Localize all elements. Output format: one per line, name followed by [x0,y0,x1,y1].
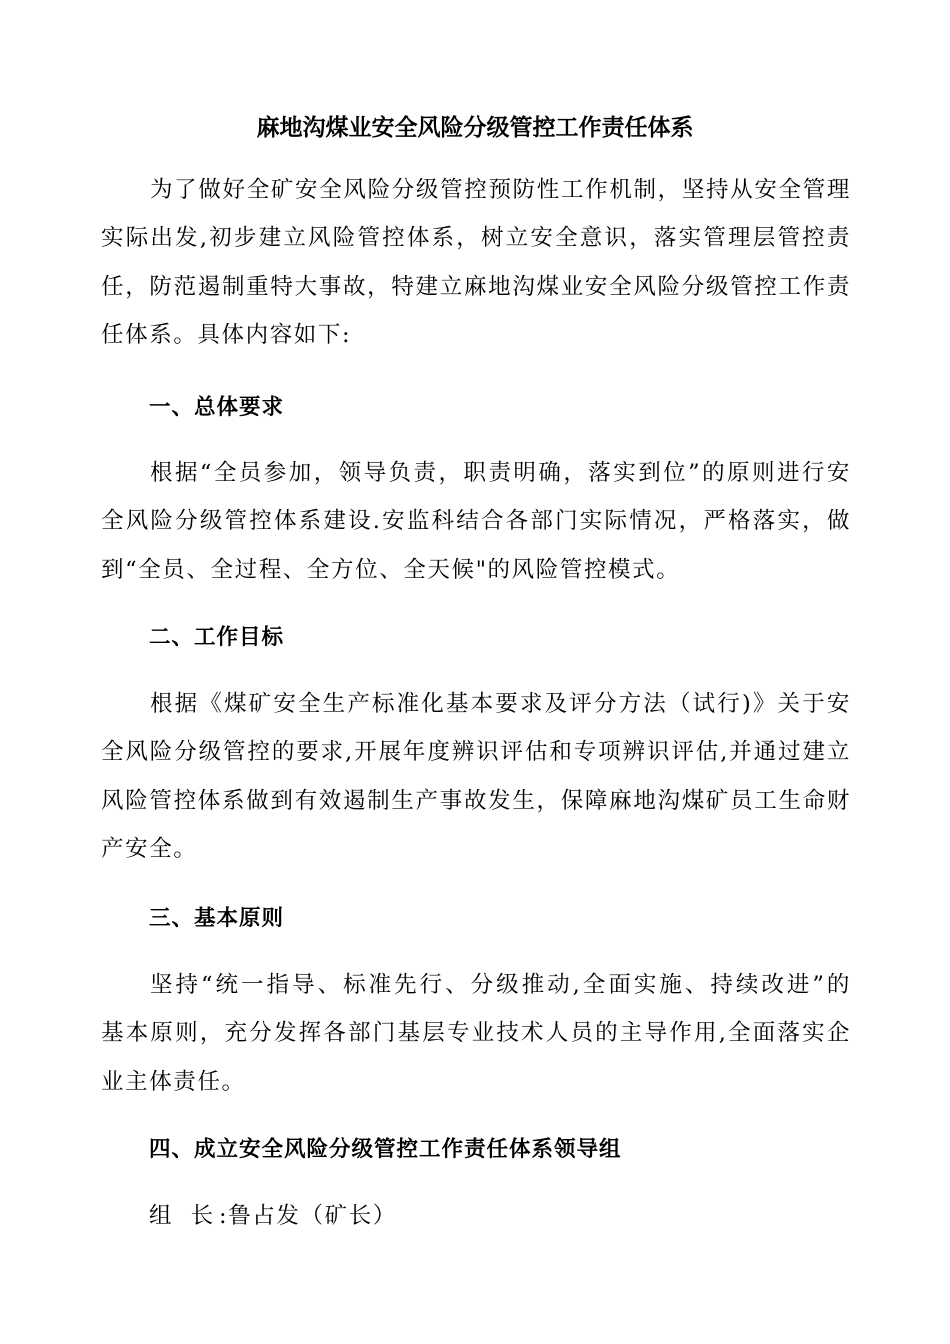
text-line: 根据《煤矿安全生产标准化基本要求及评分方法（试行)》关于安 [150,691,851,717]
section-heading: 二、工作目标 [149,625,285,650]
section-paragraph [101,449,851,594]
member-role: 组 长 [149,1203,215,1229]
text-line: 产安全。 [101,835,198,862]
text-line: 风险管控体系做到有效遏制生产事故发生，保障麻地沟煤矿员工生命财 [101,787,851,814]
section-heading: 三、基本原则 [149,906,285,931]
text-line: 根据“全员参加，领导负责，职责明确，落实到位”的原则进行安 [150,460,851,486]
section-paragraph [101,961,851,1106]
text-line: 为了做好全矿安全风险分级管控预防性工作机制，坚持从安全管理 [150,177,851,203]
text-line: 基本原则，充分发挥各部门基层专业技术人员的主导作用,全面落实企 [101,1020,851,1047]
team-member [149,1198,397,1234]
member-person: 鲁占发（矿长） [228,1203,397,1229]
section-paragraph [101,680,851,873]
text-line: 实际出发,初步建立风险管控体系，树立安全意识，落实管理层管控责 [101,225,851,252]
text-line: 坚持“统一指导、标准先行、分级推动,全面实施、持续改进”的 [150,972,851,998]
section-heading: 一、总体要求 [149,395,285,420]
text-line: 任体系。具体内容如下: [101,321,352,348]
document-title: 麻地沟煤业安全风险分级管控工作责任体系 [256,115,694,141]
section-heading: 四、成立安全风险分级管控工作责任体系领导组 [149,1137,622,1162]
text-line: 到“全员、全过程、全方位、全天候"的风险管控模式。 [101,556,681,583]
text-line: 任，防范遏制重特大事故，特建立麻地沟煤业安全风险分级管控工作责 [101,273,851,300]
member-separator: : [219,1203,229,1229]
text-line: 业主体责任。 [101,1068,246,1095]
intro-paragraph [101,166,851,359]
text-line: 全风险分级管控的要求,开展年度辨识评估和专项辨识评估,并通过建立 [101,739,851,766]
text-line: 全风险分级管控体系建设.安监科结合各部门实际情况，严格落实，做 [101,508,851,535]
